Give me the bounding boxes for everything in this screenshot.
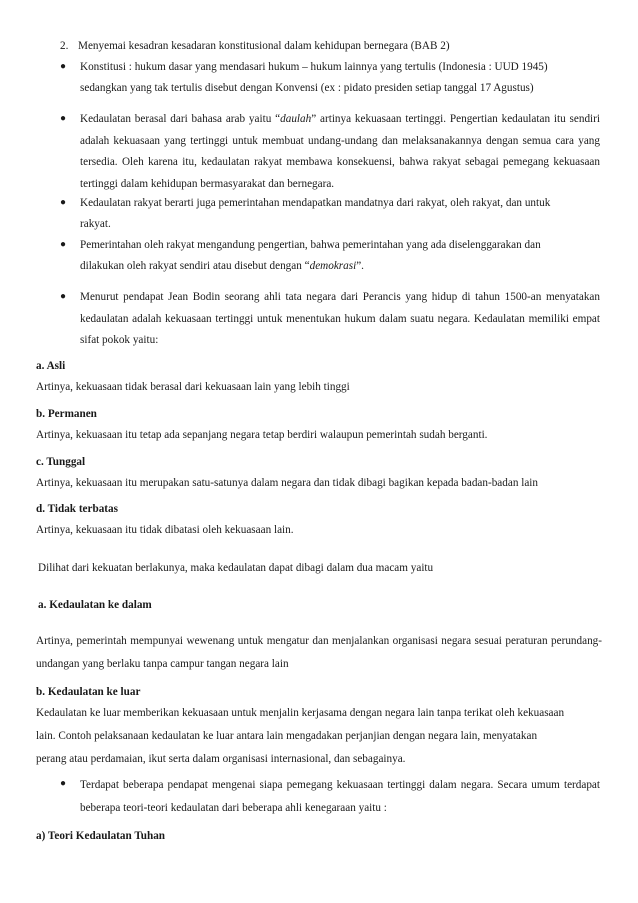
section-heading: b. Kedaulatan ke luar — [36, 686, 141, 698]
section-heading: a. Kedaulatan ke dalam — [38, 599, 152, 611]
bullet-line: sedangkan yang tak tertulis disebut dengan Konvensi (ex : pidato presiden setiap tanggal 17 Agustus) — [80, 82, 534, 94]
bullet-jean-bodin — [60, 287, 600, 352]
sifat-tidak-terbatas — [36, 499, 602, 541]
text-span: ” artinya kekuasaan tertinggi. Pengertian kedaulatan itu sendiri adalah kekuasaan yang tertinggi untuk membuat undang-undang dan melaksanakannya dengan semua cara yang tersedia. Oleh karena itu, kedaulatan rakyat membawa konsekuensi, bahwa rakyat sebagai pemegang kekuasaan tertinggi dalam kehidupan bermasyarakat dan bernegara. — [80, 113, 601, 190]
section-body-line: Kedaulatan ke luar memberikan kekuasaan untuk menjalin kerjasama dengan negara lain tanpa terikat oleh kekuasaan — [36, 707, 565, 719]
kedaulatan-ke-luar — [36, 682, 602, 770]
bullet-pemegang-kekuasaan — [60, 774, 600, 820]
item-text: Menyemai kesadran kesadaran konstitusional dalam kehidupan bernegara (BAB 2) — [78, 40, 450, 52]
dilihat-paragraph — [38, 558, 604, 579]
sifat-tunggal — [36, 452, 602, 494]
section-heading: a) Teori Kedaulatan Tuhan — [36, 830, 166, 842]
bullet-line: Kedaulatan rakyat berarti juga pemerintahan mendapatkan mandatnya dari rakyat, oleh rakyat, dan untuk — [80, 197, 551, 209]
text-span: Kedaulatan berasal dari bahasa arab yaitu “ — [80, 113, 281, 125]
sifat-permanen — [36, 404, 602, 446]
bullet-dot-icon: ● — [60, 113, 67, 124]
section-body: Artinya, kekuasaan tidak berasal dari kekuasaan lain yang lebih tinggi — [36, 381, 350, 393]
bullet-line: Pemerintahan oleh rakyat mengandung pengertian, bahwa pemerintahan yang ada diselenggarakan dan — [80, 239, 541, 251]
bullet-paragraph: Terdapat beberapa pendapat mengenai siapa pemegang kekuasaan tertinggi dalam negara. Secara umum terdapat beberapa teori-teori kedaulatan dari beberapa ahli kenegaraan yaitu : — [80, 779, 600, 814]
paragraph-text: Dilihat dari kekuatan berlakunya, maka kedaulatan dapat dibagi dalam dua macam yaitu — [38, 562, 434, 574]
bullet-line: Konstitusi : hukum dasar yang mendasari hukum – hukum lainnya yang tertulis (Indonesia : UUD 1945) — [80, 61, 548, 73]
text-span: dilakukan oleh rakyat sendiri atau disebut dengan “ — [80, 260, 310, 272]
section-heading: b. Permanen — [36, 408, 97, 420]
bullet-kedaulatan-definition — [60, 109, 600, 195]
bullet-dot-icon: ● — [60, 778, 67, 789]
bullet-paragraph: Menurut pendapat Jean Bodin seorang ahli tata negara dari Perancis yang hidup di tahun 1500-an menyatakan kedaulatan adalah kekuasaan tertinggi untuk menentukan hukum dalam suatu negara. Kedaulatan memiliki empat sifat pokok yaitu: — [80, 291, 600, 346]
bullet-paragraph — [80, 109, 600, 195]
sifat-asli — [36, 356, 602, 398]
bullet-dot-icon: ● — [60, 291, 67, 302]
section-body: Artinya, kekuasaan itu tidak dibatasi oleh kekuasaan lain. — [36, 524, 294, 536]
numbered-item-2 — [60, 38, 600, 54]
bullet-dot-icon: ● — [60, 197, 67, 208]
teori-kedaulatan-tuhan-heading — [36, 826, 602, 847]
bullet-line: rakyat. — [80, 218, 111, 230]
section-body: Artinya, kekuasaan itu tetap ada sepanjang negara tetap berdiri walaupun pemerintah sudah berganti. — [36, 429, 488, 441]
section-body: Artinya, pemerintah mempunyai wewenang untuk mengatur dan menjalankan organisasi negara sesuai peraturan perundang-undangan yang berlaku tanpa campur tangan negara lain — [36, 635, 602, 670]
kedaulatan-ke-dalam-body — [36, 630, 602, 676]
bullet-line — [80, 256, 600, 277]
item-number: 2. — [60, 40, 69, 52]
kedaulatan-ke-dalam-heading — [38, 595, 604, 616]
section-body-line: lain. Contoh pelaksanaan kedaulatan ke luar antara lain mengadakan perjanjian dengan negara lain, menyatakan — [36, 730, 538, 742]
bullet-dot-icon: ● — [60, 61, 67, 72]
section-heading: a. Asli — [36, 360, 66, 372]
bullet-kedaulatan-rakyat — [60, 193, 600, 235]
bullet-pemerintahan-rakyat — [60, 235, 600, 277]
section-heading: c. Tunggal — [36, 456, 86, 468]
section-body-line: perang atau perdamaian, ikut serta dalam organisasi internasional, dan sebagainya. — [36, 753, 406, 765]
section-heading: d. Tidak terbatas — [36, 503, 118, 515]
bullet-konstitusi — [60, 57, 600, 99]
section-body: Artinya, kekuasaan itu merupakan satu-satunya dalam negara dan tidak dibagi bagikan kepada badan-badan lain — [36, 477, 539, 489]
bullet-dot-icon: ● — [60, 239, 67, 250]
text-span: ”. — [356, 260, 364, 272]
italic-term: daulah — [280, 113, 312, 125]
italic-term: demokrasi — [309, 260, 357, 272]
